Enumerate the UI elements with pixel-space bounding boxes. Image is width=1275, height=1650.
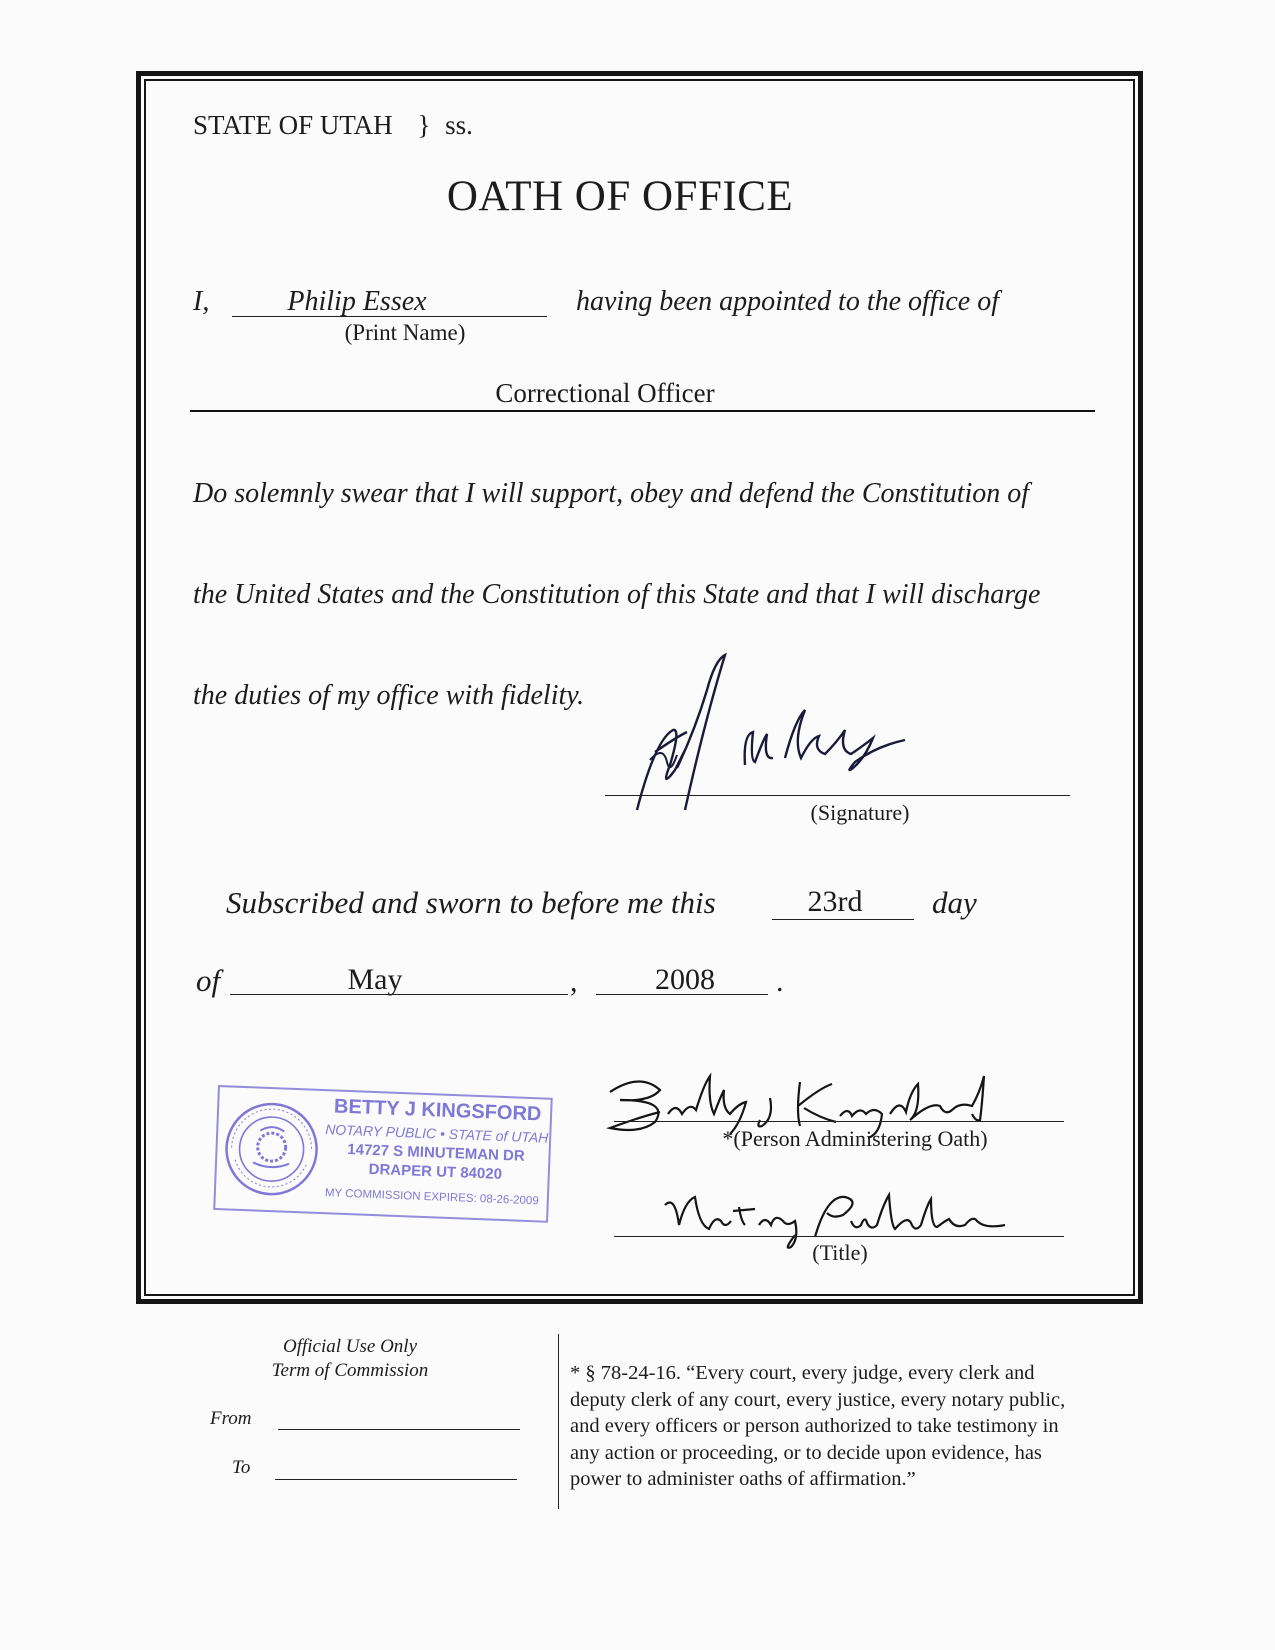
office-underline	[190, 410, 1095, 412]
statute-line-5: power to administer oaths of affirmation.”	[570, 1468, 916, 1490]
oath-line-2: the United States and the Constitution of this State and that I will discharge	[193, 579, 1041, 610]
official-use-heading: Official Use Only	[282, 1336, 418, 1357]
stamp-line-5: MY COMMISSION EXPIRES: 08-26-2009	[324, 1187, 539, 1208]
to-field-line	[275, 1479, 517, 1480]
month-underline	[230, 994, 568, 995]
brace-symbol: }	[417, 110, 431, 140]
administrator-underline	[614, 1121, 1064, 1122]
month-comma: ,	[570, 965, 578, 998]
appointee-name: Philip Essex	[287, 286, 427, 317]
having-appointed-text: having been appointed to the office of	[576, 286, 1000, 317]
title-caption: (Title)	[812, 1240, 868, 1265]
venue-header	[193, 110, 473, 141]
stamp-line-3: 14727 S MINUTEMAN DR	[347, 1141, 526, 1165]
year-value: 2008	[655, 963, 715, 996]
month-value: May	[347, 963, 403, 996]
statute-line-1: * § 78-24-16. “Every court, every judge, every clerk and	[570, 1362, 1035, 1384]
ss-label: ss.	[445, 110, 473, 140]
oath-line-3: the duties of my office with fidelity.	[193, 680, 585, 711]
page-title: OATH OF OFFICE	[446, 173, 794, 220]
statute-footnote	[570, 1360, 1065, 1493]
from-field-line	[278, 1429, 520, 1430]
state-seal-icon	[222, 1099, 322, 1199]
year-period: .	[776, 965, 784, 998]
appointee-signature	[615, 650, 915, 825]
oath-line-1: Do solemnly swear that I will support, obey and defend the Constitution of	[193, 478, 1030, 509]
of-word: of	[196, 963, 221, 998]
statute-line-2: deputy clerk of any court, every justice, every notary public,	[570, 1388, 1066, 1411]
appointment-lead: I,	[193, 286, 210, 317]
stamp-line-4: DRAPER UT 84020	[368, 1160, 503, 1183]
year-underline	[596, 994, 768, 995]
administering-caption: *(Person Administering Oath)	[722, 1126, 988, 1151]
state-label: STATE OF UTAH	[193, 110, 393, 140]
term-of-commission-heading: Term of Commission	[271, 1360, 429, 1381]
signature-underline	[605, 795, 1070, 796]
statute-line-3: and every officers or person authorized to take testimony in	[570, 1415, 1059, 1437]
day-word: day	[932, 885, 977, 920]
signature-caption: (Signature)	[810, 800, 910, 825]
stamp-line-2: NOTARY PUBLIC • STATE of UTAH	[324, 1121, 549, 1146]
stamp-name: BETTY J KINGSFORD	[333, 1095, 542, 1126]
footer-divider	[558, 1334, 559, 1509]
title-underline	[614, 1236, 1064, 1237]
subscribed-text: Subscribed and sworn to before me this	[226, 885, 716, 920]
statute-line-4: any action or proceeding, or to decide upon evidence, has	[570, 1441, 1042, 1464]
notary-stamp	[213, 1085, 553, 1223]
name-underline	[232, 316, 547, 317]
print-name-caption: (Print Name)	[344, 320, 466, 345]
day-underline	[772, 919, 914, 920]
day-value: 23rd	[807, 885, 863, 918]
office-title: Correctional Officer	[495, 378, 715, 408]
to-label: To	[232, 1457, 251, 1478]
from-label: From	[210, 1408, 252, 1429]
